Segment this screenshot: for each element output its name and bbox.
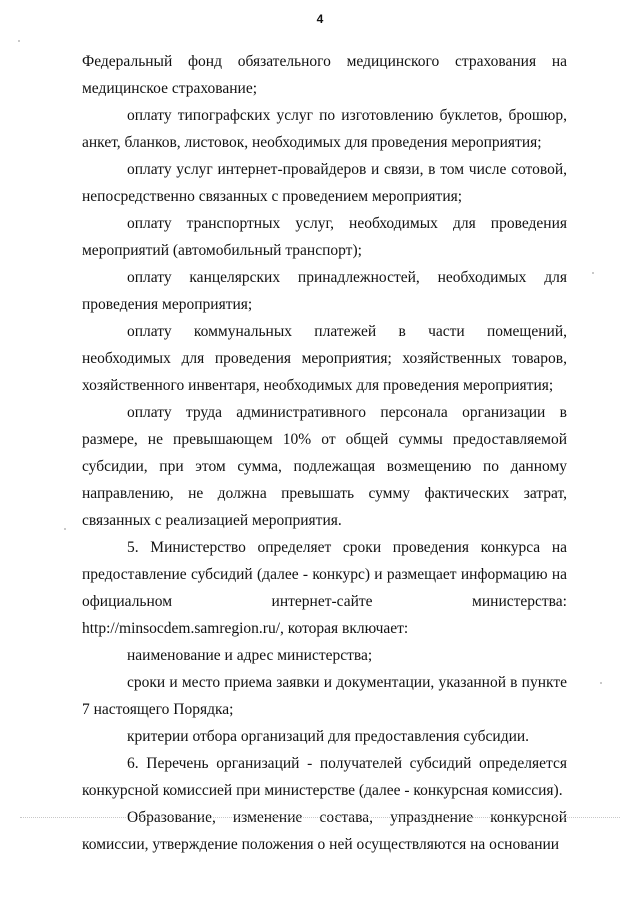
paragraph-printing-services: оплату типографских услуг по изготовлению буклетов, брошюр, анкет, бланков, листовок, необходимых для проведения мероприятия; [82,107,567,151]
scan-artifact-line [20,817,620,818]
paragraph-utility-payments: оплату коммунальных платежей в части помещений, необходимых для проведения мероприятия; хозяйственных товаров, хозяйственного инвентаря, необходимых для проведения мероприятия; [82,323,567,394]
scan-speck [600,682,602,684]
paragraph-item-6: 6. Перечень организаций - получателей субсидий определяется конкурсной комиссией при министерстве (далее - конкурсная комиссия). [82,755,567,799]
paragraph-office-supplies: оплату канцелярских принадлежностей, необходимых для проведения мероприятия; [82,269,567,313]
paragraph-deadlines: сроки и место приема заявки и документации, указанной в пункте 7 настоящего Порядка; [82,674,567,718]
paragraph-admin-salary: оплату труда административного персонала организации в размере, не превышающем 10% от общей суммы предоставляемой субсидии, при этом сумма, подлежащая возмещению по данному направлению, не должна превышать сумму фактических затрат, связанных с реализацией мероприятия. [82,404,567,529]
paragraph-transport-services: оплату транспортных услуг, необходимых для проведения мероприятий (автомобильный транспорт); [82,215,567,259]
paragraph-continuation: Федеральный фонд обязательного медицинского страхования на медицинское страхование; [82,53,567,97]
paragraph-internet-services: оплату услуг интернет-провайдеров и связи, в том числе сотовой, непосредственно связанных с проведением мероприятия; [82,161,567,205]
document-body [82,48,567,858]
page-number: 4 [316,12,324,26]
scan-speck [592,272,594,274]
paragraph-commission: Образование, изменение состава, упразднение конкурсной комиссии, утверждение положения о ней осуществляются на основании [82,809,567,853]
paragraph-ministry-name: наименование и адрес министерства; [127,647,373,664]
scan-speck [64,528,66,530]
scan-speck [18,40,20,42]
paragraph-criteria: критерии отбора организаций для предоставления субсидии. [127,728,530,745]
paragraph-item-5: 5. Министерство определяет сроки проведения конкурса на предоставление субсидий (далее - конкурс) и размещает информацию на официальном интернет-сайте министерства: http://minsocdem.samregion.ru/, которая включает: [82,539,567,637]
